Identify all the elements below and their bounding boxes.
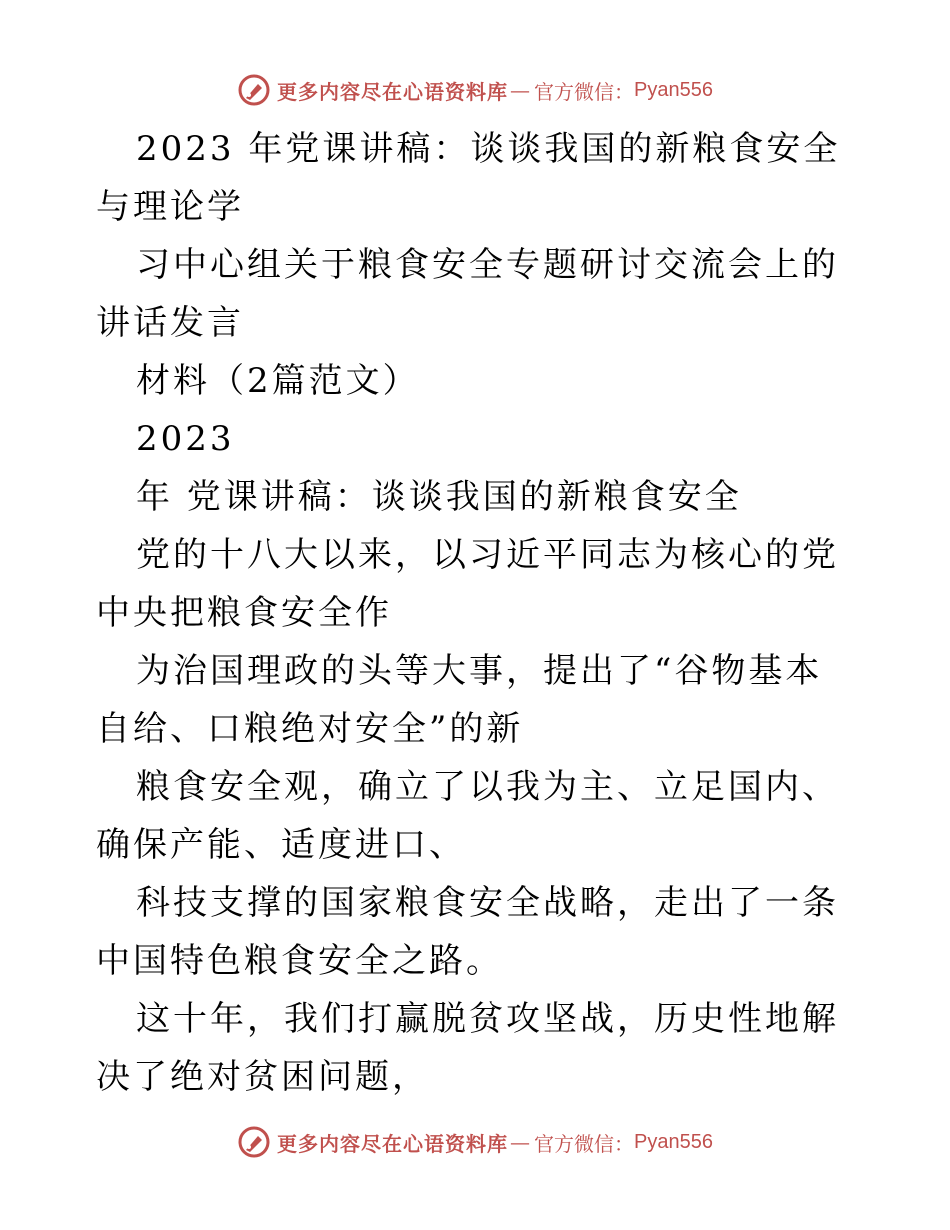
- paragraph-body-4: 科技支撑的国家粮食安全战略，走出了一条中国特色粮食安全之路。: [96, 883, 839, 981]
- paragraph-body-1: 党的十八大以来，以习近平同志为核心的党中央把粮食安全作: [96, 535, 839, 633]
- paragraph-body-3: 粮食安全观，确立了以我为主、立足国内、确保产能、适度进口、: [96, 767, 839, 865]
- watermark-main-text: 更多内容尽在心语资料库: [277, 1131, 509, 1156]
- paragraph-year: 2023: [136, 419, 235, 459]
- pen-nib-icon: [237, 73, 271, 107]
- pen-nib-icon: [237, 1125, 271, 1159]
- paragraph-title-line-3: 材料（2篇范文）: [136, 361, 420, 401]
- watermark-wechat-label: 官方微信：: [534, 79, 635, 104]
- paragraph-title-line-1: 2023 年党课讲稿：谈谈我国的新粮食安全与理论学: [96, 129, 841, 227]
- watermark-wechat-id: Pyan556: [634, 78, 713, 101]
- footer-watermark: [0, 1122, 950, 1162]
- document-body: [96, 120, 856, 1106]
- watermark-wechat-id: Pyan556: [634, 1130, 713, 1153]
- watermark-dash: —: [510, 78, 531, 102]
- paragraph-title-line-2: 习中心组关于粮食安全专题研讨交流会上的讲话发言: [96, 245, 839, 343]
- watermark-dash: —: [510, 1130, 531, 1154]
- paragraph-body-2: 为治国理政的头等大事，提出了“谷物基本自给、口粮绝对安全”的新: [96, 651, 823, 749]
- watermark-wechat-label: 官方微信：: [534, 1131, 635, 1156]
- paragraph-subtitle: 年 党课讲稿：谈谈我国的新粮食安全: [136, 477, 742, 517]
- paragraph-body-5: 这十年，我们打赢脱贫攻坚战，历史性地解决了绝对贫困问题，: [96, 999, 839, 1097]
- header-watermark: [0, 70, 950, 110]
- watermark-main-text: 更多内容尽在心语资料库: [277, 79, 509, 104]
